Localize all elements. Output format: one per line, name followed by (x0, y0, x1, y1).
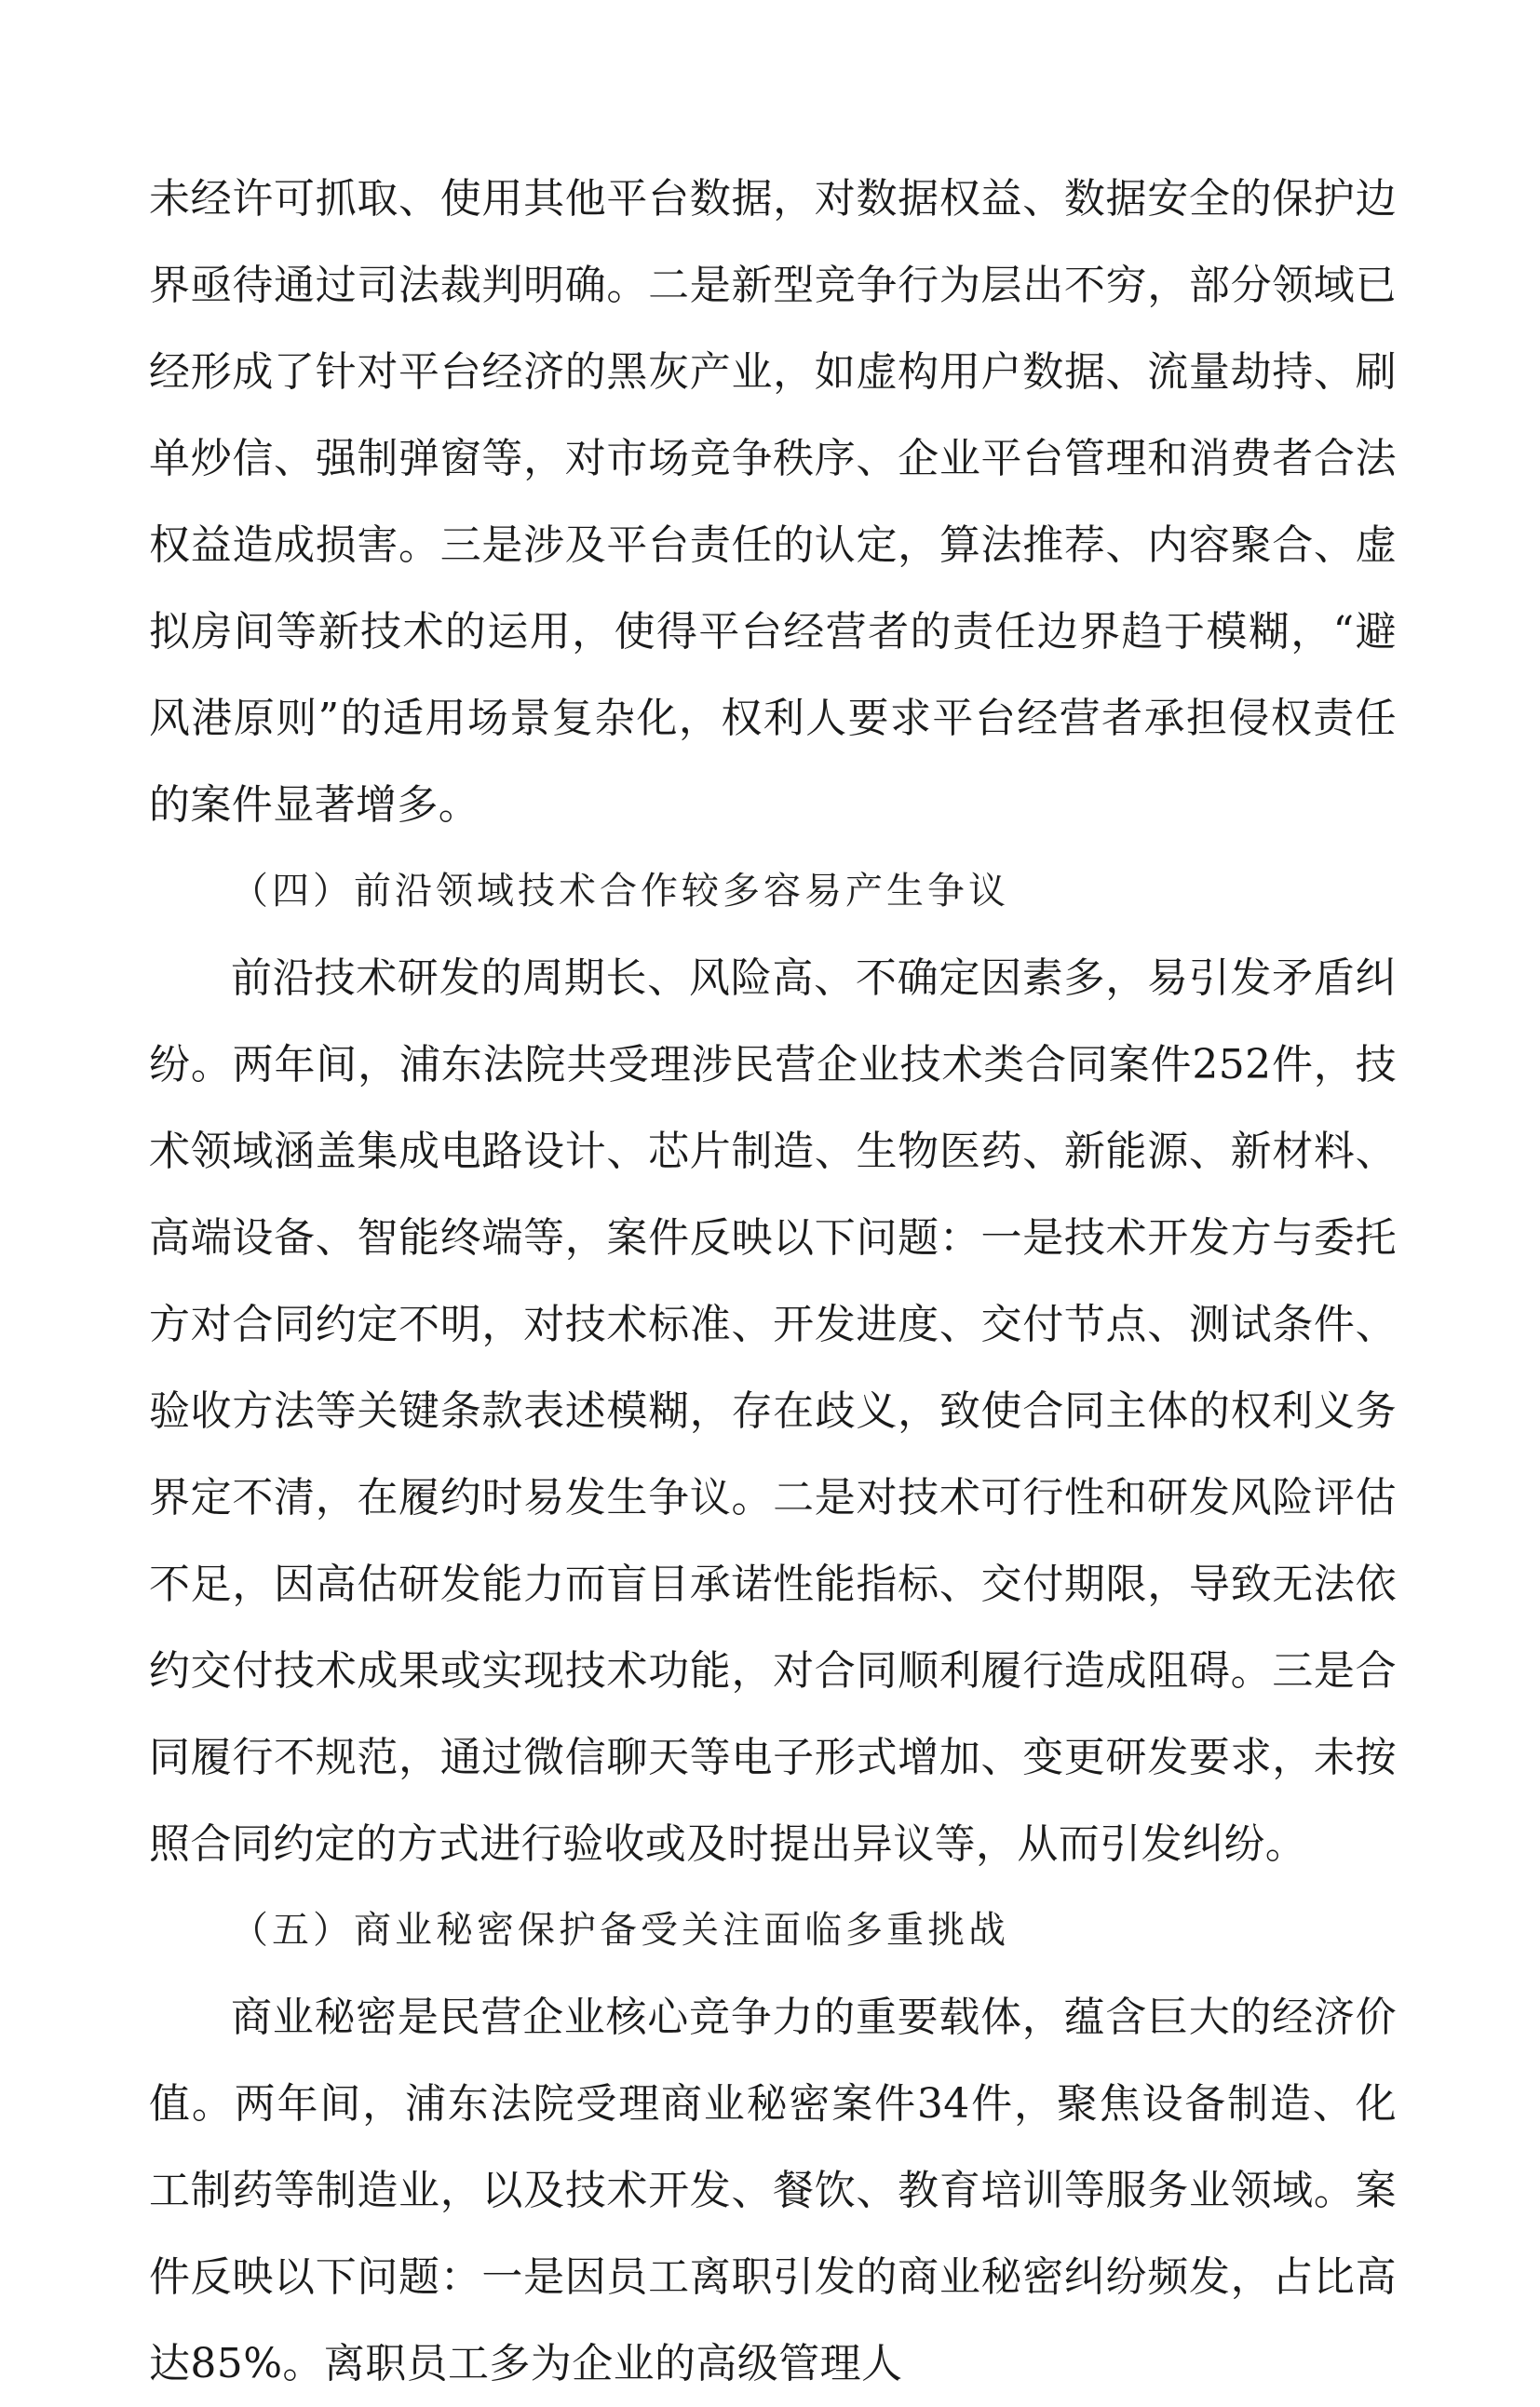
document-body (149, 156, 1397, 2407)
section-heading-4: （四）前沿领域技术合作较多容易产生争议 (231, 870, 1009, 913)
paragraph-trade-secrets: 商业秘密是民营企业核心竞争力的重要载体，蕴含巨大的经济价值。两年间，浦东法院受理商业秘密案件34件，聚焦设备制造、化工制药等制造业，以及技术开发、餐饮、教育培训等服务业领域。案件反映以下问题：一是因员工离职引发的商业秘密纠纷频发，占比高达85%。离职员工多为企业的高级管理人 (149, 1994, 1397, 2387)
paragraph-continued: 未经许可抓取、使用其他平台数据，对数据权益、数据安全的保护边界亟待通过司法裁判明确。二是新型竞争行为层出不穷，部分领域已经形成了针对平台经济的黑灰产业，如虚构用户数据、流量劫持、刷单炒信、强制弹窗等，对市场竞争秩序、企业平台管理和消费者合法权益造成损害。三是涉及平台责任的认定，算法推荐、内容聚合、虚拟房间等新技术的运用，使得平台经营者的责任边界趋于模糊，“避风港原则”的适用场景复杂化，权利人要求平台经营者承担侵权责任的案件显著增多。 (149, 175, 1397, 829)
paragraph-tech-cooperation: 前沿技术研发的周期长、风险高、不确定因素多，易引发矛盾纠纷。两年间，浦东法院共受理涉民营企业技术类合同案件252件，技术领域涵盖集成电路设计、芯片制造、生物医药、新能源、新材料、高端设备、智能终端等，案件反映以下问题：一是技术开发方与委托方对合同约定不明，对技术标准、开发进度、交付节点、测试条件、验收方法等关键条款表述模糊，存在歧义，致使合同主体的权利义务界定不清，在履约时易发生争议。二是对技术可行性和研发风险评估不足，因高估研发能力而盲目承诺性能指标、交付期限，导致无法依约交付技术成果或实现技术功能，对合同顺利履行造成阻碍。三是合同履行不规范，通过微信聊天等电子形式增加、变更研发要求，未按照合同约定的方式进行验收或及时提出异议等，从而引发纠纷。 (149, 954, 1397, 1868)
section-heading-5: （五）商业秘密保护备受关注面临多重挑战 (231, 1909, 1009, 1952)
